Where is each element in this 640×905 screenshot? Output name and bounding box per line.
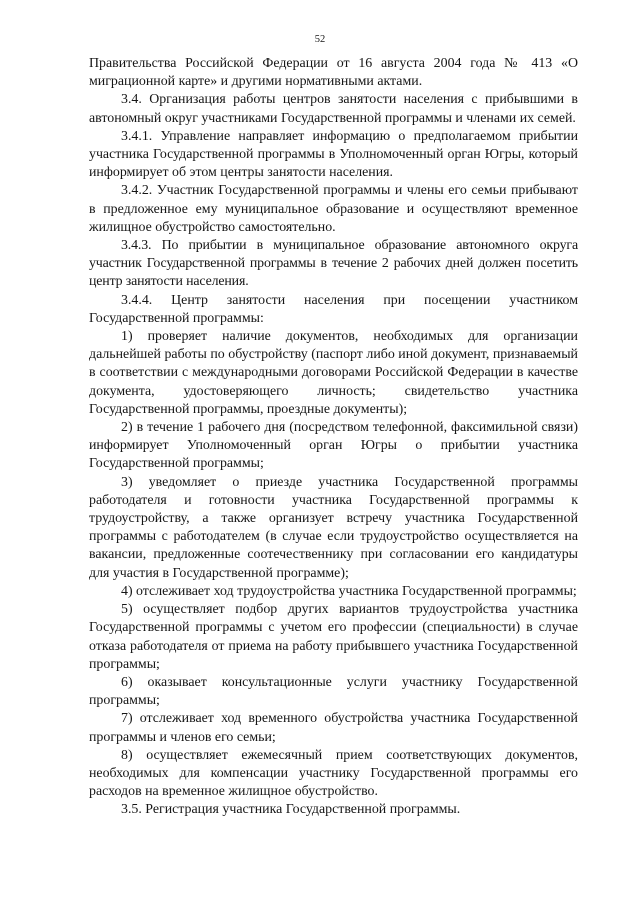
paragraph-section-3-4-4: 3.4.4. Центр занятости населения при посещении участником Государственной программы: bbox=[89, 292, 578, 326]
list-item-6: 6) оказывает консультационные услуги участнику Государственной программы; bbox=[89, 674, 578, 709]
paragraph-section-3-4-2: 3.4.2. Участник Государственной программы и члены его семьи прибывают в предложенное ему муниципальное образование и осуществляют временное жилищное обустройство самостоятельно. bbox=[89, 183, 578, 235]
list-item-5: 5) осуществляет подбор других вариантов трудоустройства участника Государственной программы с учетом его профессии (специальности) в случае отказа работодателя от приема на работу прибывшего участника Государственной программы; bbox=[89, 602, 578, 672]
paragraph-section-3-5: 3.5. Регистрация участника Государственной программы. bbox=[121, 802, 461, 818]
list-item-8: 8) осуществляет ежемесячный прием соответствующих документов, необходимых для компенсации участнику Государственной программы его расходов на временное жилищное обустройство. bbox=[89, 747, 578, 800]
paragraph-section-3-4-3: 3.4.3. По прибытии в муниципальное образование автономного округа участник Государственной программы в течение 2 рабочих дней должен посетить центр занятости населения. bbox=[89, 238, 578, 290]
paragraph-section-3-4: 3.4. Организация работы центров занятости населения с прибывшими в автономный округ участниками Государственной программы и членами их семей. bbox=[89, 92, 578, 126]
document-body bbox=[89, 55, 578, 820]
list-item-2: 2) в течение 1 рабочего дня (посредством телефонной, факсимильной связи) информирует Уполномоченный орган Югры о прибытии участника Государственной программы; bbox=[89, 420, 578, 472]
list-item-3: 3) уведомляет о приезде участника Государственной программы работодателя и готовности участника Государственной программы к трудоустройству, а также организует встречу участника Государственной программы с работодателем (в случае если трудоустройство осуществляется на вакансии, предложенные соотечественнику при согласовании его кандидатуры для участия в Государственной программе); bbox=[89, 474, 578, 581]
list-item-1: 1) проверяет наличие документов, необходимых для организации дальнейшей работы по обустройству (паспорт либо иной документ, признаваемый в соответствии с международными договорами Российской Федерации в качестве документа, удостоверяющего личность; свидетельство участника Государственной программы, проездные документы); bbox=[89, 329, 578, 417]
list-item-7: 7) отслеживает ход временного обустройства участника Государственной программы и членов его семьи; bbox=[89, 711, 578, 745]
paragraph-section-3-4-1: 3.4.1. Управление направляет информацию о предполагаемом прибытии участника Государственной программы в Уполномоченный орган Югры, который информирует об этом центры занятости населения. bbox=[89, 128, 578, 181]
page-number: 52 bbox=[314, 34, 326, 45]
paragraph-continuation: Правительства Российской Федерации от 16 августа 2004 года № 413 «О миграционной карте» и другими нормативными актами. bbox=[89, 56, 578, 90]
list-item-4: 4) отслеживает ход трудоустройства участника Государственной программы; bbox=[121, 583, 577, 599]
